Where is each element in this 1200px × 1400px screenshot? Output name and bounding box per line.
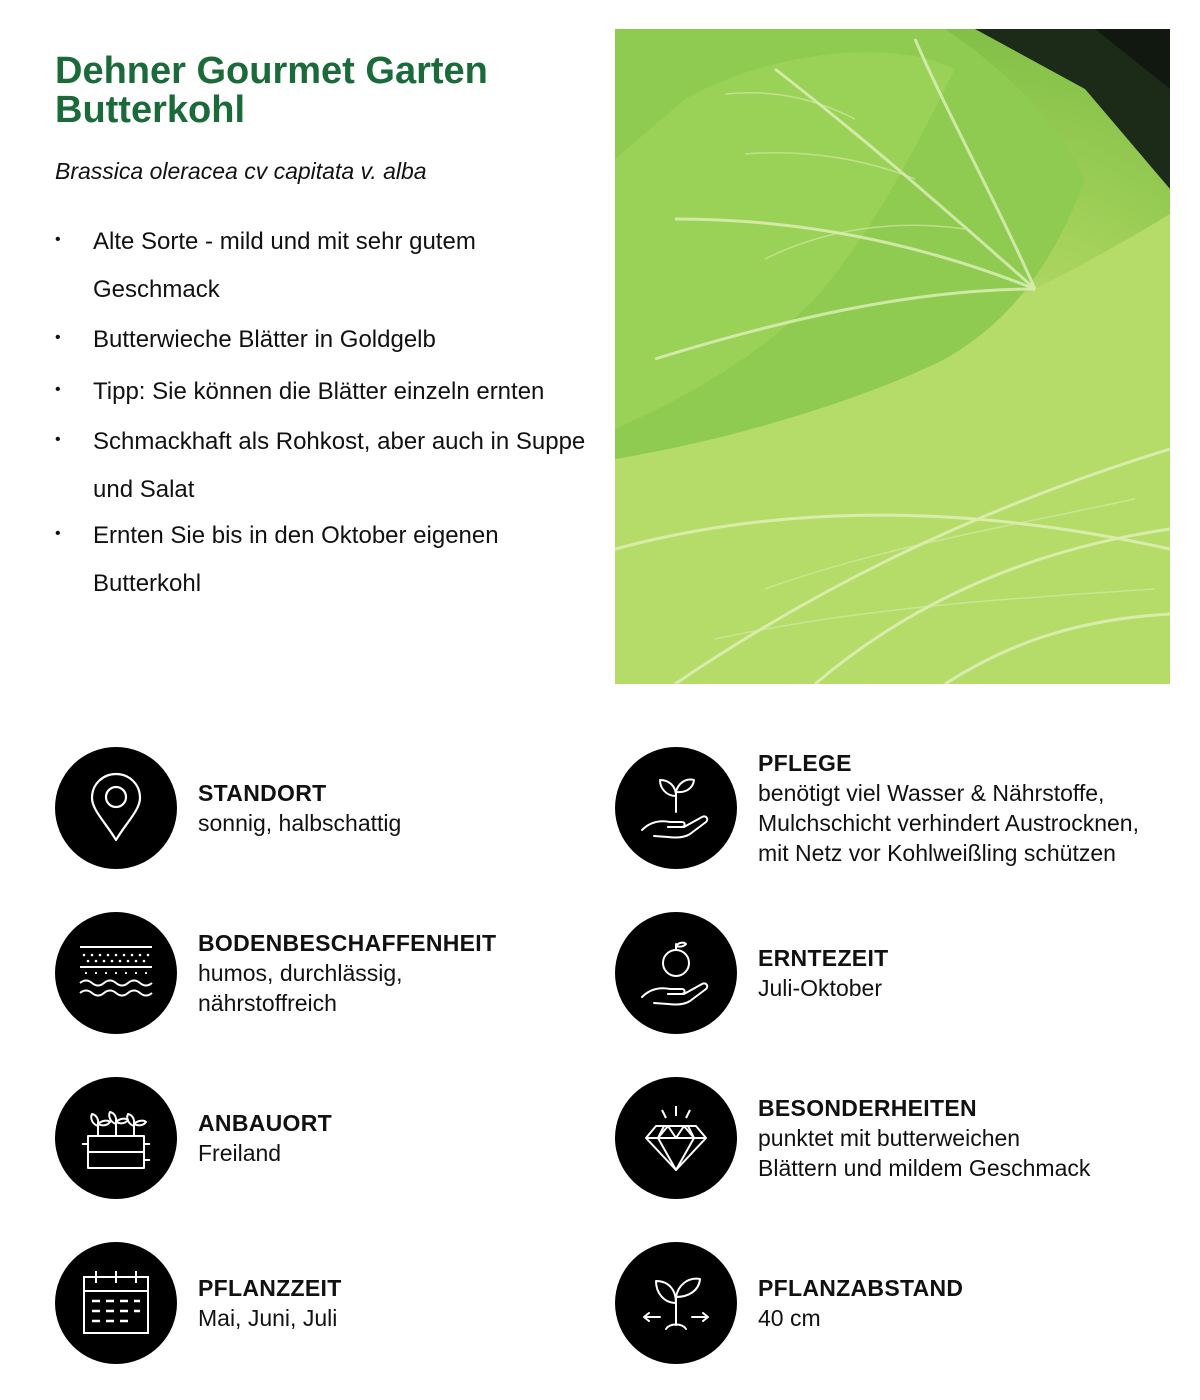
feature-item: • Alte Sorte - mild und mit sehr gutem Geschmack xyxy=(55,218,600,314)
erntezeit-value: Juli-Oktober xyxy=(758,975,882,1001)
info-bodenbeschaffenheit xyxy=(55,912,496,1034)
pflanzzeit-label: PFLANZZEIT xyxy=(198,1275,342,1301)
besonderheiten-value: punktet mit butterweichen Blättern und mildem Geschmack xyxy=(758,1125,1091,1181)
hand-seedling-icon xyxy=(636,768,716,848)
pflege-label: PFLEGE xyxy=(758,750,852,776)
bodenbeschaffenheit-value: humos, durchlässig, nährstoffreich xyxy=(198,960,403,1016)
calendar-icon xyxy=(76,1263,156,1343)
anbauort-value: Freiland xyxy=(198,1140,282,1166)
standort-label: STANDORT xyxy=(198,780,327,806)
product-title xyxy=(55,52,595,130)
cabbage-photo xyxy=(615,29,1170,684)
pflanzabstand-label: PFLANZABSTAND xyxy=(758,1275,964,1301)
plant-spacing-icon xyxy=(636,1263,716,1343)
location-pin-icon xyxy=(76,768,156,848)
feature-item: • Tipp: Sie können die Blätter einzeln ernten xyxy=(55,368,600,416)
pflanzzeit-value: Mai, Juni, Juli xyxy=(198,1305,338,1331)
info-besonderheiten xyxy=(615,1077,1090,1199)
calendar-circle xyxy=(55,1242,177,1364)
diamond-icon xyxy=(636,1098,716,1178)
plant-spacing-circle xyxy=(615,1242,737,1364)
anbauort-label: ANBAUORT xyxy=(198,1110,332,1136)
info-pflanzabstand xyxy=(615,1242,963,1364)
location-circle xyxy=(55,747,177,869)
standort-value: sonnig, halbschattig xyxy=(198,810,402,836)
hand-fruit-icon xyxy=(636,933,716,1013)
hand-seedling-circle xyxy=(615,747,737,869)
diamond-circle xyxy=(615,1077,737,1199)
plant-box-icon xyxy=(76,1098,156,1178)
hand-fruit-circle xyxy=(615,912,737,1034)
info-erntezeit xyxy=(615,912,888,1034)
cabbage-illustration xyxy=(615,29,1170,684)
info-pflanzzeit xyxy=(55,1242,342,1364)
pflanzabstand-value: 40 cm xyxy=(758,1305,821,1331)
feature-item: • Schmackhaft als Rohkost, aber auch in Suppe und Salat xyxy=(55,418,600,514)
info-pflege xyxy=(615,747,1139,869)
product-title-line-2: Butterkohl xyxy=(55,89,245,131)
bodenbeschaffenheit-label: BODENBESCHAFFENHEIT xyxy=(198,930,497,956)
feature-list xyxy=(55,218,600,608)
info-standort xyxy=(55,747,401,869)
pflege-value: benötigt viel Wasser & Nährstoffe, Mulchschicht verhindert Austrocknen, mit Netz vor Kohlweißling schützen xyxy=(758,780,1139,866)
info-anbauort xyxy=(55,1077,332,1199)
soil-circle xyxy=(55,912,177,1034)
botanical-name: Brassica oleracea cv capitata v. alba xyxy=(55,158,427,184)
feature-item: • Butterwieche Blätter in Goldgelb xyxy=(55,316,600,364)
soil-layers-icon xyxy=(76,933,156,1013)
plant-box-circle xyxy=(55,1077,177,1199)
erntezeit-label: ERNTEZEIT xyxy=(758,945,889,971)
besonderheiten-label: BESONDERHEITEN xyxy=(758,1095,977,1121)
product-title-line-1: Dehner Gourmet Garten xyxy=(55,50,488,92)
feature-item: • Ernten Sie bis in den Oktober eigenen Butterkohl xyxy=(55,512,600,608)
